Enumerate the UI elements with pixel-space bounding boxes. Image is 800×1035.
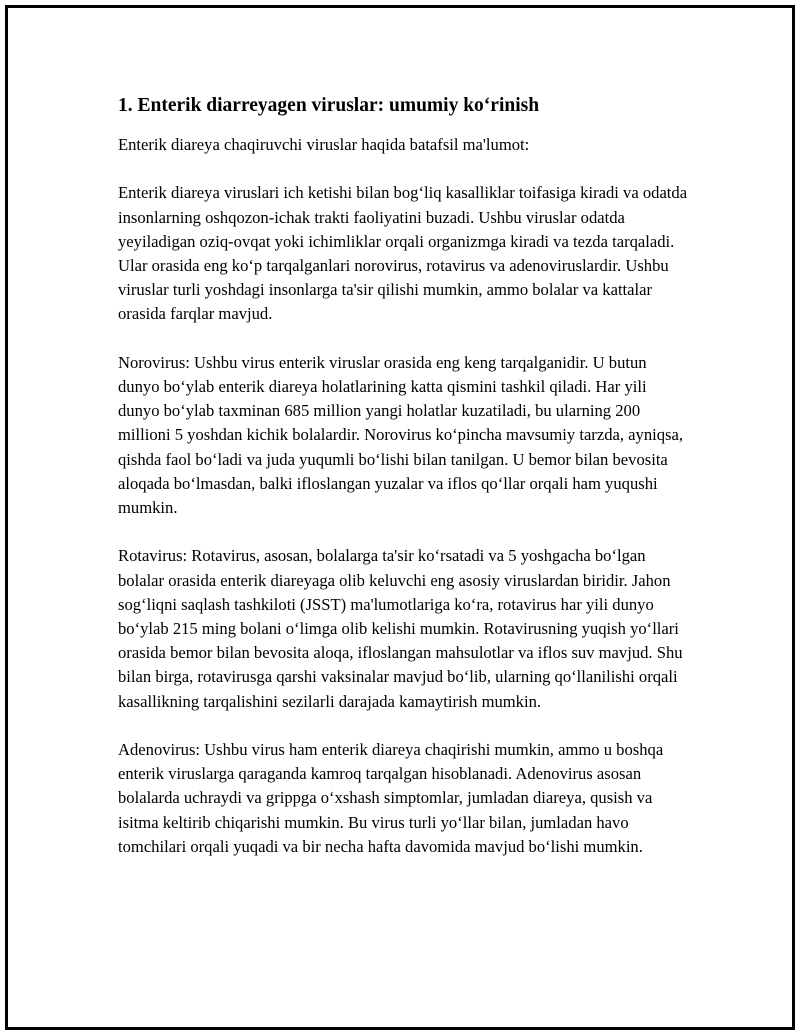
rotavirus-paragraph: Rotavirus: Rotavirus, asosan, bolalarga ta'sir ko‘rsatadi va 5 yoshgacha bo‘lgan bolalar orasida enterik diareyaga olib keluvchi eng asosiy viruslardan biridir. Jahon sog‘liqni saqlash tashkiloti (JSST) ma'lumotlariga ko‘ra, rotavirus har yili dunyo bo‘ylab 215 ming bolani o‘limga olib kelishi mumkin. Rotavirusning yuqish yo‘llari orasida bemor bilan bevosita aloqa, ifloslangan mahsulotlar va iflos suv mavjud. Shu bilan birga, rotavirusga qarshi vaksinalar mavjud bo‘lib, ularning qo‘llanilishi orqali kasallikning tarqalishini sezilarli darajada kamaytirish mumkin. (118, 546, 683, 711)
adenovirus-paragraph: Adenovirus: Ushbu virus ham enterik diareya chaqirishi mumkin, ammo u boshqa enterik viruslarga qaraganda kamroq tarqalgan hisoblanadi. Adenovirus asosan bolalarda uchraydi va grippga o‘xshash simptomlar, jumladan diareya, qusish va isitma keltirib chiqarishi mumkin. Bu virus turli yo‘llar bilan, jumladan havo tomchilari orqali yuqadi va bir necha hafta davomida mavjud bo‘lishi mumkin. (118, 740, 664, 856)
document-body (118, 93, 688, 883)
intro-paragraph: Enterik diareya chaqiruvchi viruslar haqida batafsil ma'lumot: (118, 135, 530, 154)
overview-paragraph: Enterik diareya viruslari ich ketishi bilan bog‘liq kasalliklar toifasiga kiradi va odatda insonlarning oshqozon-ichak trakti faoliyatini buzadi. Ushbu viruslar odatda yeyiladigan oziq-ovqat yoki ichimliklar orqali organizmga kiradi va tezda tarqaladi. Ular orasida eng ko‘p tarqalganlari norovirus, rotavirus va adenoviruslardir. Ushbu viruslar turli yoshdagi insonlarga ta'sir qilishi mumkin, ammo bolalar va kattalar orasida farqlar mavjud. (118, 183, 688, 324)
norovirus-paragraph: Norovirus: Ushbu virus enterik viruslar orasida eng keng tarqalganidir. U butun dunyo bo‘ylab enterik diareya holatlarining katta qismini tashkil qiladi. Har yili dunyo bo‘ylab taxminan 685 million yangi holatlar kuzatiladi, bu ularning 200 millioni 5 yoshdan kichik bolalardir. Norovirus ko‘pincha mavsumiy tarzda, ayniqsa, qishda faol bo‘ladi va juda yuqumli bo‘lishi bilan tanilgan. U bemor bilan bevosita aloqada bo‘lmasdan, balki ifloslangan yuzalar va iflos qo‘llar orqali ham yuqushi mumkin. (118, 352, 683, 518)
section-title: 1. Enterik diarreyagen viruslar: umumiy ko‘rinish (118, 95, 540, 116)
